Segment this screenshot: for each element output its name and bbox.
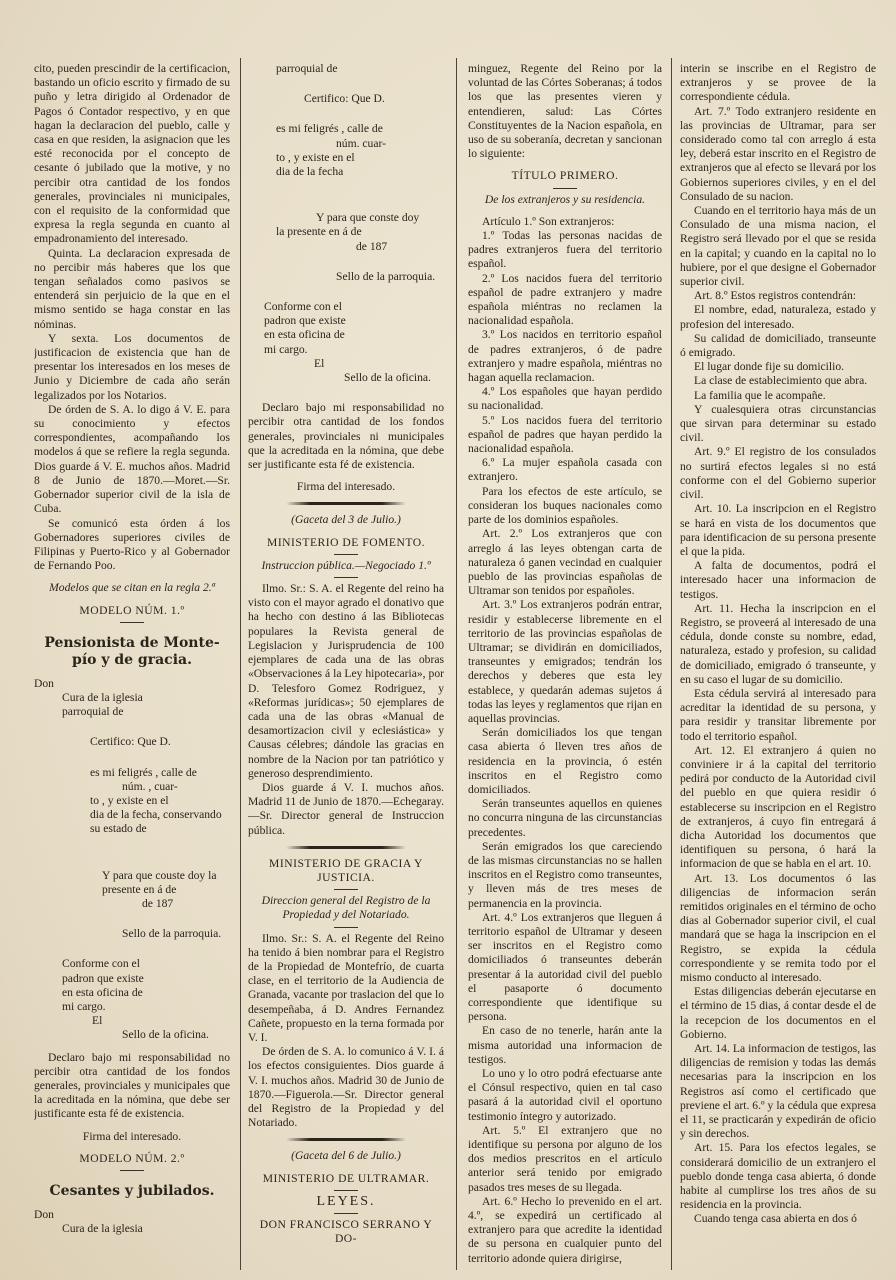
section-subheading: Direccion general del Registro de la Propiedad y del Notariado.: [261, 894, 431, 922]
signature-line: Firma del interesado.: [82, 1129, 182, 1143]
section-heading: Pensionista de Monte-pío y de gracia.: [44, 634, 220, 668]
paragraph: Y sexta. Los documentos de justificacion de existencia que han de presentar los interesados en los meses de Junio y Diciembre de cada año serán legalizados por los Notarios.: [34, 331, 230, 402]
form-line: El: [92, 1014, 103, 1028]
form-line: parroquial de: [62, 705, 124, 719]
title-heading: TÍTULO PRIMERO.: [511, 169, 619, 183]
form-line: presente en á de: [102, 882, 177, 896]
paragraph: De órden de S. A. lo digo á V. E. para su conocimiento y efectos correspondientes, acompañando los modelos á que se refiere la regla segunda. Dios guarde á V. E. muchos años. Madrid 8 de Junio de 1870.—Moret.—Sr. Gobernador superior civil de la isla de Cuba.: [34, 402, 230, 516]
form-line: dia de la fecha, conservando: [90, 808, 222, 822]
form-line: padron que existe: [264, 314, 346, 328]
column-1: [34, 62, 230, 1272]
list-item: 6.º La mujer española casada con extranjero.: [468, 456, 662, 484]
ornament-rule: [286, 1138, 406, 1141]
article: Art. 15. Para los efectos legales, se considerará domicilio de un extranjero el pueblo donde tenga casa abierta, ó donde habite al cumplirse los tres años de su residencia en la provincia.: [680, 1141, 876, 1212]
article: Art. 13. Los documentos ó las diligencias de informacion serán remitidos originales en el término de ocho dias al Gobernador superior civil, el cual mandará que se haga la inscripcion en el Registro, se expida la cédula correspondiente y se remita todo por el mismo conducto al interesado.: [680, 871, 876, 984]
list-item: 1.º Todas las personas nacidas de padres extranjeros fuera del territorio español.: [468, 229, 662, 271]
form-line: es mi feligrés , calle de: [276, 122, 383, 136]
form-line: mi cargo.: [264, 342, 308, 356]
gazette-citation: (Gaceta del 3 de Julio.): [291, 513, 401, 527]
list-item: La familia que le acompañe.: [694, 388, 826, 402]
list-item: 5.º Los nacidos fuera del territorio español de padres que hayan perdido la nacionalidad española.: [468, 413, 662, 456]
paragraph: DON FRANCISCO SERRANO Y DO-: [259, 1218, 433, 1246]
article: Art. 14. La informacion de testigos, las diligencias de remision y todas las demás necesarias para la inscripcion en los Registros así como el certificado que previene el art. 6.º y la cédula que expresa el 11, se practicarán y expedirán de oficio y sin derechos.: [680, 1042, 876, 1141]
article: Art. 3.º Los extranjeros podrán entrar, residir y establecerse libremente en el territorio de las provincias españolas de Ultramar; se dividirán en domiciliados, transeuntes y emigrados; tendrán los derechos y deberes que esta ley establece, y quedarán ademas sujetos á todas las leyes y reglamentos que rijan en aquellas provincias.: [468, 598, 662, 725]
paragraph: cito, pueden prescindir de la certificacion, bastando un oficio escrito y firmado de su puño y letra dirigido al Ordenador de Pagos ó Contador respectivo, y en que hagan la declaracion del pueblo, calle y casa en que residen, la asignacion que les esté reconocida por el concepto de cesante ó jubilado que la motive, y no percibir otra cantidad de los fondos generales, provinciales ni municipales, con el requisito de la conformidad que expresa la regla segunda en cuanto al empadronamiento del interesado.: [34, 62, 230, 246]
list-item: 2.º Los nacidos fuera del territorio español de padre extranjero y madre española miéntras no reclamen la nacionalidad española.: [468, 271, 662, 328]
form-line: Y para que conste doy: [316, 211, 420, 225]
paragraph: Serán emigrados los que careciendo de las mismas circunstancias no se hallen inscritos en el Registro como transeuntes, y lleven más de tres meses de permanencia en la provincia.: [468, 839, 662, 910]
paragraph: En caso de no tenerle, harán ante la misma autoridad una informacion de testigos.: [468, 1024, 662, 1066]
form-line: Sello de la oficina.: [344, 371, 431, 385]
paragraph: Serán domiciliados los que tengan casa abierta ó lleven tres años de residencia en la provincia, ó estén inscritos en el Registro como domiciliados.: [468, 726, 662, 796]
paragraph: Cuando tenga casa abierta en dos ó: [694, 1212, 857, 1226]
form-line: El: [314, 356, 325, 370]
form-line: Cura de la iglesia: [62, 1222, 143, 1236]
article: Art. 2.º Los extranjeros que con arreglo á las leyes obtengan carta de naturaleza ó ganen vecindad en cualquier pueblo de las provincias españolas de Ultramar son tenidos por españoles.: [468, 527, 662, 598]
paragraph: Esta cédula servirá al interesado para acreditar la identidad de su persona, y para residir y transitar libremente por todo el territorio español.: [680, 686, 876, 743]
ministry-heading: MINISTERIO DE FOMENTO.: [267, 535, 425, 549]
form-line: to , y existe en el: [276, 150, 355, 164]
paragraph: Quinta. La declaracion expresada de no percibir más haberes que los que tengan señalados como pasivos se entenderá sin perjuicio de la que en el mismo sentido se haga constar en las nóminas.: [34, 246, 230, 331]
column-3: [468, 62, 662, 1272]
laws-heading: LEYES.: [316, 1193, 376, 1209]
form-line: Y para que couste doy la: [102, 868, 217, 882]
form-line: Certifico: Que D.: [304, 92, 385, 106]
ornament-rule: [286, 502, 406, 505]
ministry-heading: MINISTERIO DE ULTRAMAR.: [262, 1171, 430, 1185]
form-line: Cura de la iglesia: [62, 690, 143, 704]
form-line: Certifico: Que D.: [90, 735, 171, 749]
list-item: El nombre, edad, naturaleza, estado y profesion del interesado.: [680, 303, 876, 331]
ministry-heading: MINISTERIO DE GRACIA Y JUSTICIA.: [269, 856, 423, 884]
form-line: su estado de: [90, 822, 147, 836]
article: Artículo 1.º Son extranjeros:: [482, 214, 615, 228]
paragraph: Dios guarde á V. I. muchos años. Madrid 11 de Junio de 1870.—Echegaray.—Sr. Director general de Instruccion pública.: [248, 780, 444, 837]
paragraph: minguez, Regente del Reino por la voluntad de las Córtes Soberanas; á todos los que las presentes vieren y entendieren, salud: Las Córtes Constituyentes de la Nacion española, en uso de su soberanía, decretan y sancionan lo siguiente:: [468, 62, 662, 161]
paragraph: Serán transeuntes aquellos en quienes no concurra ninguna de las circunstancias precedentes.: [468, 797, 662, 839]
article: Art. 9.º El registro de los consulados no surtirá efectos legales si no está conforme con el del Gobierno superior civil.: [680, 445, 876, 502]
section-subheading: Instruccion pública.—Negociado 1.º: [261, 558, 431, 572]
paragraph: De órden de S. A. lo comunico á V. I. á los efectos consiguientes. Dios guarde á V. I. muchos años. Madrid 30 de Junio de 1870.—Figuerola.—Sr. Director general del Registro de la Propiedad y del Notariado.: [248, 1045, 444, 1130]
signature-line: Firma del interesado.: [296, 480, 396, 494]
form-line: Don: [34, 1208, 54, 1221]
ornament-rule: [286, 846, 406, 849]
form-line: núm. cuar-: [336, 136, 386, 150]
article: Art. 7.º Todo extranjero residente en las provincias de Ultramar, para ser considerado como tal con arreglo á esta ley, deberá estar inscrito en el Registro de extranjeros que al efecto se llevará por los Gobiernos superiores civiles, y en el del Consulado de su nacion.: [680, 104, 876, 203]
form-block: [248, 62, 444, 284]
form-line: mi cargo.: [62, 999, 106, 1013]
paragraph: Cuando en el territorio haya más de un Consulado de una misma nacion, el Registro será llevado por el que se resida en la capital; y cuando en la capital no lo hubiere, por el que designe el Gobernador superior civil.: [680, 204, 876, 289]
form-line: Don: [34, 676, 54, 690]
paragraph: Declaro bajo mi responsabilidad no percibir otra cantidad de los fondos generales, provinciales ni municipales que la acreditada en la nómina, que debe ser justificante esta fé de existencia.: [248, 401, 444, 472]
list-item: 3.º Los nacidos en territorio español de padres extranjeros, ó de padre extranjero y madre española, miéntras no hagan aquella reclamacion.: [468, 328, 662, 385]
gazette-citation: (Gaceta del 6 de Julio.): [291, 1149, 401, 1163]
form-line: núm. , cuar-: [122, 779, 178, 793]
form-line: dia de la fecha: [276, 165, 344, 179]
column-rule: [671, 58, 672, 1270]
paragraph: Se comunicó esta órden á los Gobernadores superiores civiles de Filipinas y Puerto-Rico y al Gobernador de Fernando Poo.: [34, 516, 230, 573]
paragraph: A falta de documentos, podrá el interesado hacer una informacion de testigos.: [680, 559, 876, 601]
form-line: parroquial de: [276, 62, 338, 75]
models-caption: Modelos que se citan en la regla 2.ª: [49, 581, 215, 595]
paragraph: interin se inscribe en el Registro de extranjeros y se provee de la correspondiente cédula.: [680, 62, 876, 104]
list-item: Su calidad de domiciliado, transeunte ó emigrado.: [680, 331, 876, 360]
article: Art. 4.º Los extranjeros que lleguen á territorio español de Ultramar y deseen ser inscritos en el Registro como domiciliados ó transeuntes deberán presentar á la autoridad civil del pueblo el pasaporte ó documento correspondiente que identifique su persona.: [468, 910, 662, 1024]
form-line: es mi feligrés , calle de: [90, 765, 197, 779]
model-title: MODELO NÚM. 1.º: [79, 603, 185, 617]
list-item: Y cualesquiera otras circunstancias que sirvan para determinar su estado civil.: [680, 402, 876, 445]
article: Art. 12. El extranjero á quien no conviniere ir á la capital del territorio pedirá por conducto de la Autoridad civil del pueblo en que quiera residir ó establecerse su inscripcion en el Registro de extranjeros, á cuyo fin entregará á dicha Autoridad los documentos que identifiquen su persona, ó hará la informacion de que se habla en el art. 10.: [680, 743, 876, 871]
column-rule: [240, 58, 241, 1270]
article: Art. 6.º Hecho lo prevenido en el art. 4.º, se expedirá un certificado al extranjero para que acredite la identidad de su persona en cualquier punto del territorio adonde quiera dirigirse,: [468, 1194, 662, 1265]
article: Art. 10. La inscripcion en el Registro se hará en vista de los documentos que para identificacion de su persona presente el que la pida.: [680, 502, 876, 558]
paragraph: Ilmo. Sr.: S. A. el Regente del reino ha visto con el mayor agrado el donativo que ha hecho con destino á las Bibliotecas populares la Revista general de Legislacion y Jurisprudencia de 100 ejemplares de cada una de las obras «Observaciones á la Ley hipotecaria», por D. Telesforo Gomez Rodriguez, y «Reformas jurídicas»; 50 ejemplares de cada una de las obras «Manual de desamortizacion civil y eclesiástica» y Causas célebres; dándole las gracias en nombre de la Nacion por tan patriótico y generoso desprendimiento.: [248, 582, 444, 780]
form-line: de 187: [142, 896, 174, 910]
article: Art. 5.º El extranjero que no identifique su persona por alguno de los dos medios prescritos en el artículo anterior será tenido por emigrado pasados tres meses de su llegada.: [468, 1123, 662, 1194]
column-2: [248, 62, 444, 1272]
article: Art. 11. Hecha la inscripcion en el Registro, se proveerá al interesado de una cédula, donde conste su nombre, edad, naturaleza, estado y profesion, su calidad de domiciliado, emigrado ó transeunte, y en su caso el lugar de su domicilio.: [680, 601, 876, 686]
paragraph: Ilmo. Sr.: S. A. el Regente del Reino ha tenido á bien nombrar para el Registro de la Propiedad de Montefrío, de cuarta clase, en el territorio de la Audiencia de Granada, vacante por traslacion del que lo desempeñaba, á D. Andres Fernandez Cañete, propuesto en la terna formada por V. I.: [248, 931, 444, 1044]
paragraph: Estas diligencias deberán ejecutarse en el término de 15 dias, á contar desde el de la recepcion de los documentos en el Gobierno.: [680, 985, 876, 1041]
section-subheading: De los extranjeros y su residencia.: [484, 192, 646, 206]
form-line: la presente en á de: [276, 225, 362, 239]
form-line: padron que existe: [62, 971, 144, 985]
form-line: to , y existe en el: [90, 793, 169, 807]
section-heading: Cesantes y jubilados.: [49, 1183, 215, 1199]
form-line: Conforme con el: [264, 300, 342, 314]
form-line: Sello de la parroquia.: [336, 269, 436, 283]
column-4: [680, 62, 876, 1272]
form-line: Sello de la oficina.: [122, 1028, 209, 1042]
paragraph: Para los efectos de este artículo, se consideran los buques nacionales como parte de los dominios españoles.: [468, 484, 662, 527]
model-title: MODELO NÚM. 2.º: [79, 1151, 185, 1165]
form-line: Conforme con el: [62, 957, 140, 971]
paragraph: Declaro bajo mi responsabilidad no percibir otra cantidad de los fondos generales, provinciales y municipales que la acreditada en la nómina, que debe ser justificante esta fé de existencia.: [34, 1050, 230, 1121]
form-line: en esta oficina de: [62, 985, 143, 999]
form-line: Sello de la parroquia.: [122, 927, 222, 941]
list-item: El lugar donde fije su domicilio.: [694, 360, 845, 374]
column-rule: [456, 58, 457, 1270]
form-line: en esta oficina de: [264, 328, 345, 342]
form-line: de 187: [356, 239, 388, 253]
form-block: [34, 691, 230, 1043]
form-block: [248, 300, 444, 385]
list-item: La clase de establecimiento que abra.: [694, 374, 868, 388]
paragraph: Lo uno y lo otro podrá efectuarse ante el Cónsul respectivo, quien en tal caso pasará á la autoridad civil el oportuno testimonio íntegro y autorizado.: [468, 1067, 662, 1123]
article: Art. 8.º Estos registros contendrán:: [694, 289, 857, 303]
list-item: 4.º Los españoles que hayan perdido su nacionalidad.: [468, 385, 662, 413]
